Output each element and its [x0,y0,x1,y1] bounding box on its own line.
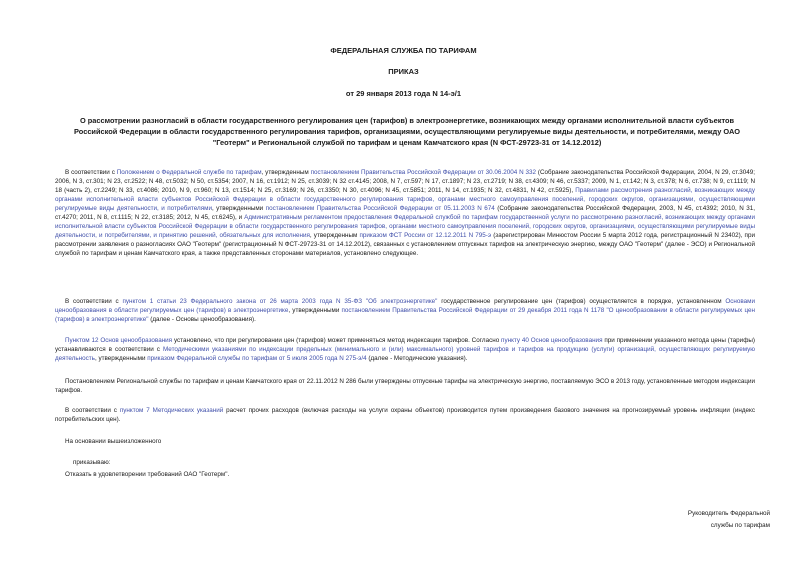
text-fragment: при применении указанного метода цены (тарифы) устанавливаются в соответствии с [55,337,755,353]
text-fragment: (Собрание законодательства Российской Федерации, 2003, N 45, ст.4392; 2010, N 31, ст.4270; 2011, N 8, ст.1115; N 22, ст.3185; 2012, N 45, ст.6245), и [55,205,755,221]
link-dispute-rules[interactable]: Правилами рассмотрения разногласий, возникающих между органами исполнительной власти субъектов Российской Федерации в области государственного регулирования тарифов, органами местного самоуправления поселений, городских округов, организациями, осуществляющими регулируемые виды деятельности, и потребителями [55,187,755,212]
link-order-275[interactable]: приказом Федеральной службы по тарифам от 5 июля 2005 года N 275-э/4 [147,355,367,362]
paragraph-regional-tariffs: Постановлением Региональной службы по тарифам и ценам Камчатского края от 22.11.2012 N 286 были утверждены отпускные тарифы на электрическую энергию, поставляемую ЭСО в 2013 году, установленные методом индексации тарифов. [55,378,755,394]
text-fragment: установлено, что при регулировании цен (тарифов) может применяться метод индексации тарифов. Согласно [172,337,502,344]
text-fragment: , утвержденными [288,307,342,314]
signature-title-line1: Руководитель Федеральной [687,510,770,517]
text-fragment: (зарегистрирован Минюстом России 5 марта 2012 года, регистрационный N 23402), при рассмотрении заявления о разногласиях ОАО "Геотерм" (регистрационный N ФСТ-29723-31 от 14.12.2012), связанных с установлением отпускных тарифов на электрическую энергию, между ОАО "Геотерм" (далее - ЭСО) и Региональной службой по тарифам и ценам Камчатского края, а также представленных сторонами материалов, установлено следующее. [55,232,755,257]
agency-title: ФЕДЕРАЛЬНАЯ СЛУЖБА ПО ТАРИФАМ [330,46,477,55]
text-fragment: В соответствии с [65,169,117,176]
text-fragment: , утвержденным [309,232,360,239]
text-fragment: расчет прочих расходов (включая расходы на услуги охраны объектов) производится путем произведения базового значения на прогнозируемый уровень инфляции (индекс потребительских цен). [55,407,756,423]
text-fragment: , утвержденным [261,169,311,176]
link-resolution-674[interactable]: постановлением Правительства Российской Федерации от 05.11.2003 N 674 [265,205,495,212]
link-point-40[interactable]: пункту 40 Основ ценообразования [501,337,603,344]
paragraph-basis: На основании вышеизложенного [65,438,162,445]
text-fragment: В соответствии с [65,298,123,305]
paragraph-legal-basis [55,168,755,258]
document-date: от 29 января 2013 года N 14-э/1 [345,89,462,98]
paragraph-decision: Отказать в удовлетворении требований ОАО "Геотерм". [65,471,230,478]
text-fragment: государственное регулирование цен (тарифов) осуществляется в порядке, установленном [437,298,726,305]
link-resolution-1178[interactable]: постановлением Правительства Российской Федерации от 29 декабря 2011 года N 1178 "О ценообразовании в области регулируемых цен (тарифов) в электроэнергетике" [55,307,755,323]
text-fragment: , утвержденными [94,355,148,362]
paragraph-pricing-basis [55,297,755,324]
text-fragment: (далее - Основы ценообразования). [148,316,256,323]
link-admin-regulation[interactable]: Административным регламентом предоставления Федеральной службой по тарифам государственной услуги по рассмотрению разногласий, возникающих между органами исполнительной власти субъектов Российской Федерации в области государственного регулирования тарифов, органами местного самоуправления поселений, городских округов, организациями, осуществляющими регулируемые виды деятельности, и потребителями, и принятию решений, обязательных для исполнения [55,214,755,239]
link-pricing-fundamentals[interactable]: Основами ценообразования в области регулируемых цен (тарифов) в электроэнергетике [55,298,756,314]
link-federal-law-35[interactable]: пунктом 1 статьи 23 Федерального закона от 26 марта 2003 года N 35-ФЗ "Об электроэнергетике" [122,298,438,305]
text-fragment: В соответствии с [65,407,120,414]
link-point-7[interactable]: пунктом 7 Методических указаний [119,407,224,414]
link-fst-regulation[interactable]: Положением о Федеральной службе по тарифам [116,169,262,176]
signature-title-line2: службы по тарифам [710,522,770,529]
link-resolution-332[interactable]: постановлением Правительства Российской Федерации от 30.06.2004 N 332 [310,169,536,176]
paragraph-order-word: приказываю: [73,459,111,466]
paragraph-other-expenses [55,406,755,424]
link-order-795[interactable]: приказом ФСТ России от 12.12.2011 N 795-э [359,232,492,239]
text-fragment: (далее - Методические указания). [366,355,468,362]
text-fragment: , утвержденными [211,205,266,212]
document-type: ПРИКАЗ [388,67,419,76]
link-point-12[interactable]: Пунктом 12 Основ ценообразования [65,337,173,344]
paragraph-indexation-method [55,336,755,363]
document-subject: О рассмотрении разногласий в области государственного регулирования цен (тарифов) в электроэнергетике, возникающих между органами исполнительной власти субъектов Российской Федерации в области государственного регулирования тарифов, организациями, осуществляющими регулируемые виды деятельности, и потребителями, между ОАО "Геотерм" и Региональной службой по тарифам и ценам Камчатского края (N ФСТ-29723-31 от 14.12.2012) [74,116,740,147]
link-methodical-guidelines[interactable]: Методическими указаниями по индексации предельных (минимального и (или) максимального) уровней тарифов и тарифов на продукцию (услуги) организаций, осуществляющих регулируемую деятельность [55,346,755,362]
text-fragment: (Собрание законодательства Российской Федерации, 2004, N 29, ст.3049; 2006, N 3, ст.301; N 23, ст.2522; N 48, ст.5032; N 50, ст.5354; 2007, N 16, ст.1912; N 25, ст.3039; N 32 ст.4145; 2008, N 7, ст.597; N 17, ст.1897; N 23, ст.2719; N 38, ст.4309; N 46, ст.5337; 2009, N 1, ст.142; N 3, ст.378; N 6, ст.738; N 9, ст.1119; N 18 (часть 2), ст.2249; N 33, ст.4086; 2010, N 9, ст.960; N 13, ст.1514; N 25, ст.3169; N 26, ст.3350; N 30, ст.4096; N 45, ст.5851; 2011, N 14, ст.1935; N 32, ст.4831, N 42, ст.5925), [55,169,756,194]
